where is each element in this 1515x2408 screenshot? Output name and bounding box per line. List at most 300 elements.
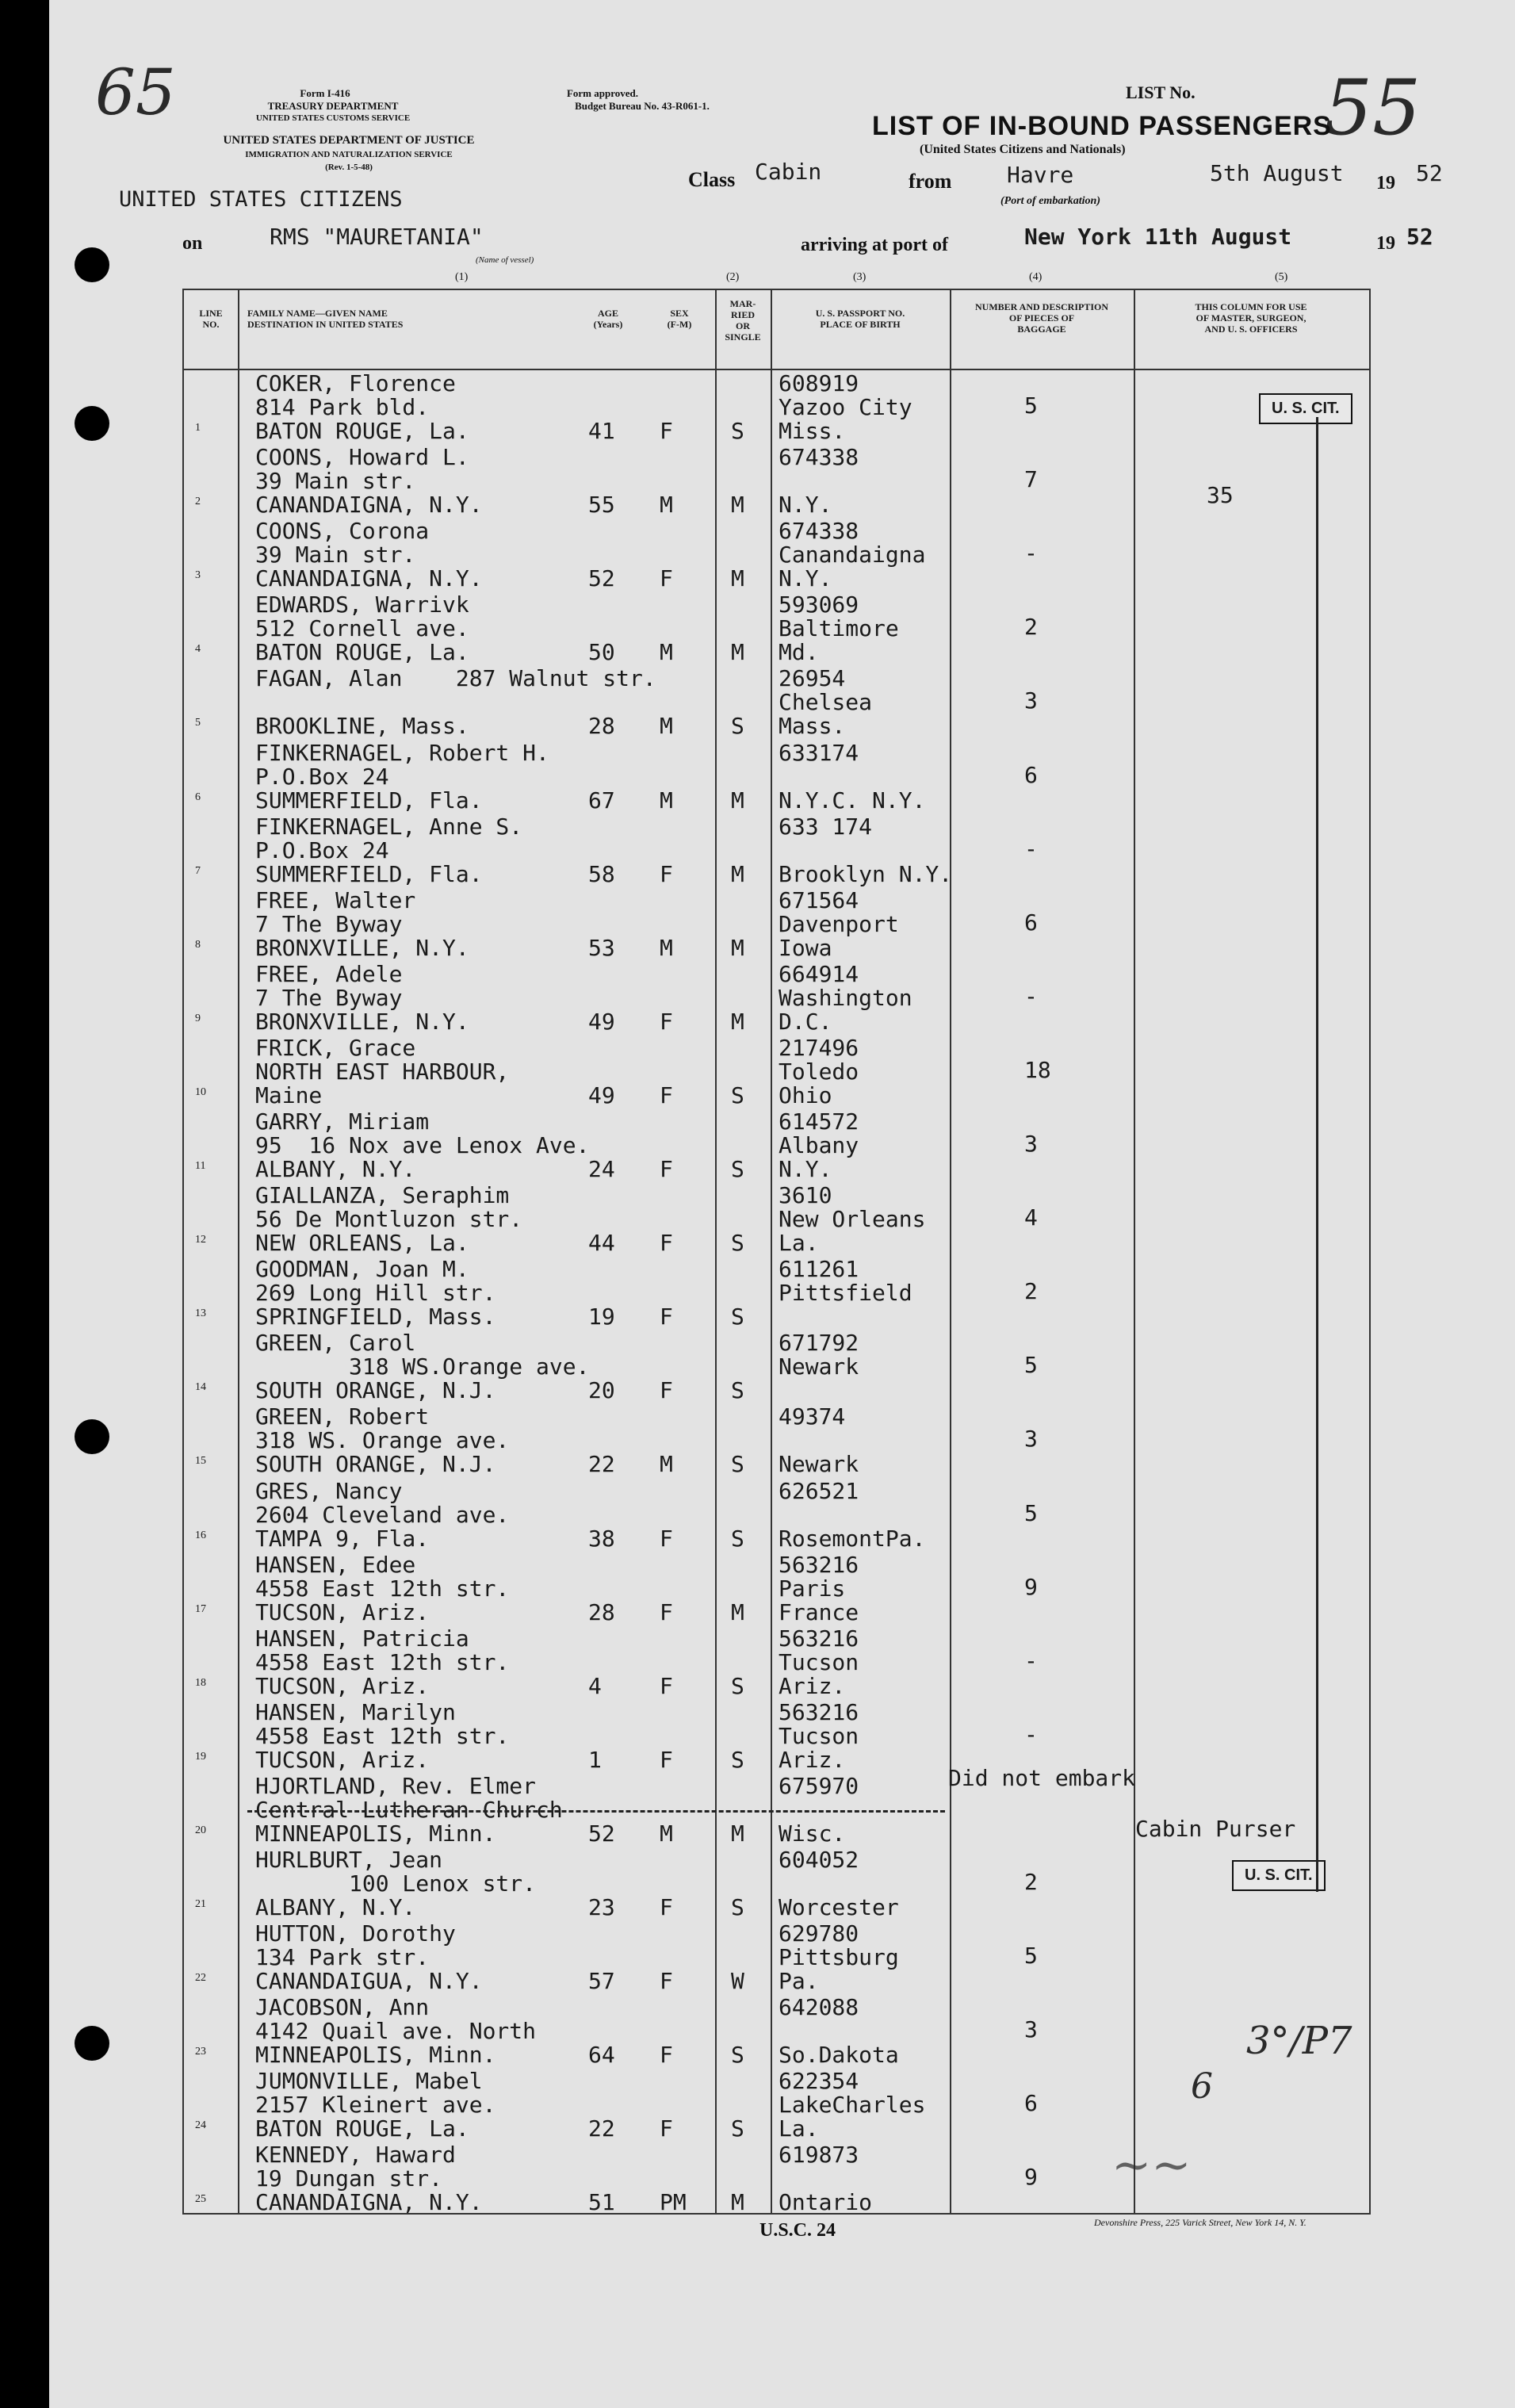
passenger-city: SOUTH ORANGE, N.J. [255,1377,496,1404]
passport-number: 619873 [779,2142,859,2169]
baggage-count: 7 [1024,466,1038,493]
passport-number: 614572 [779,1108,859,1135]
passenger-name: FINKERNAGEL, Anne S. [255,813,523,840]
passenger-name: JACOBSON, Ann [255,1994,430,2021]
birthplace-line-1: Pittsfield [779,1280,912,1307]
passenger-sex: F [660,1894,673,1920]
passport-number: 642088 [779,1994,859,2021]
port-label: (Port of embarkation) [1000,195,1100,207]
passport-number: 604052 [779,1847,859,1873]
line-number: 16 [195,1529,206,1541]
passenger-sex: M [660,934,673,961]
passenger-city: Maine [255,1081,323,1108]
passenger-address: 269 Long Hill str. [255,1280,496,1307]
embark-year: 52 [1416,160,1443,186]
birthplace-line-2: Ariz. [779,1746,846,1773]
passenger-age: 1 [588,1746,602,1773]
line-number: 15 [195,1455,206,1468]
table-row [184,666,1369,741]
birthplace-line-2: Newark [779,1451,859,1478]
passenger-age: 53 [588,934,615,961]
passenger-city: MINNEAPOLIS, Minn. [255,1820,496,1847]
table-row [184,1257,1369,1332]
passenger-name: GIALLANZA, Seraphim [255,1182,510,1209]
birthplace-line-2: Ontario [779,2189,873,2216]
marital-status: S [731,713,744,740]
passenger-sex: F [660,1525,673,1552]
passenger-sex: M [660,492,673,519]
passenger-city: BATON ROUGE, La. [255,639,469,666]
passenger-city: TUCSON, Ariz. [255,1746,430,1773]
table-row [184,519,1369,594]
passenger-city: ALBANY, N.Y. [255,1894,416,1920]
table-row [184,1995,1369,2070]
passenger-address: NORTH EAST HARBOUR, [255,1058,510,1085]
passenger-name: GOODMAN, Joan M. [255,1256,469,1283]
col-header-passport: U. S. PASSPORT NO. PLACE OF BIRTH [815,308,905,330]
marital-status: W [731,1968,744,1995]
table-row [184,1404,1369,1480]
document-subtitle: (United States Citizens and Nationals) [920,143,1126,156]
passenger-table [182,289,1371,2215]
passenger-sex: F [660,860,673,887]
birthplace-line-1: Albany [779,1132,859,1158]
baggage-count: 5 [1024,1943,1038,1970]
passenger-age: 55 [588,492,615,519]
line-number: 3 [195,569,201,582]
passenger-age: 44 [588,1230,615,1257]
birthplace-line-2: La. [779,2115,819,2142]
passenger-sex: M [660,639,673,666]
passenger-name: FREE, Walter [255,886,416,913]
birthplace-line-2: Pa. [779,1968,819,1995]
passenger-sex: F [660,2115,673,2142]
justice-dept: UNITED STATES DEPARTMENT OF JUSTICE [223,134,475,147]
passenger-name: FREE, Adele [255,960,403,987]
col-header-age: AGE (Years) [593,308,623,330]
passport-number: 633 174 [779,813,873,840]
passenger-age: 64 [588,2042,615,2069]
us-citizen-stamp: U. S. CIT. [1259,393,1352,424]
birthplace-line-2: Mass. [779,713,846,740]
table-row [184,1036,1369,1111]
passenger-sex: F [660,1230,673,1257]
birthplace-line-2: N.Y. [779,492,832,519]
passenger-city: CANANDAIGNA, N.Y. [255,2189,483,2216]
passenger-city: SPRINGFIELD, Mass. [255,1304,496,1330]
table-row [184,1626,1369,1702]
passenger-city: TAMPA 9, Fla. [255,1525,430,1552]
vessel-name: RMS "MAURETANIA" [270,224,484,250]
marital-status: M [731,2189,744,2216]
passenger-name: HANSEN, Edee [255,1551,416,1578]
passport-number: 622354 [779,2068,859,2095]
passenger-address: 814 Park bld. [255,394,430,420]
table-row [184,1700,1369,1775]
birthplace-line-2: La. [779,1230,819,1257]
col-header-officers: THIS COLUMN FOR USE OF MASTER, SURGEON, AND U. S. OFFICERS [1195,301,1307,335]
passport-number: 217496 [779,1034,859,1061]
table-row [184,445,1369,520]
baggage-count: 5 [1024,1352,1038,1379]
marital-status: M [731,787,744,814]
passenger-age: 19 [588,1304,615,1330]
birthplace-line-2: D.C. [779,1008,832,1035]
passenger-name: GREEN, Carol [255,1330,416,1357]
col-header-line: LINE NO. [199,308,223,330]
table-row [184,371,1369,446]
birthplace-line-2: Miss. [779,418,846,444]
col-header-sex: SEX (F-M) [667,308,692,330]
passenger-age: 52 [588,565,615,592]
col-header-name: FAMILY NAME—GIVEN NAME DESTINATION IN UNITED STATES [247,308,404,330]
cabin-purser-note: Cabin Purser [1135,1816,1296,1842]
passenger-city: NEW ORLEANS, La. [255,1230,469,1257]
passenger-age: 20 [588,1377,615,1404]
passenger-city: BRONXVILLE, N.Y. [255,934,469,961]
table-row [184,2142,1369,2218]
passenger-age: 49 [588,1008,615,1035]
marital-status: S [731,1081,744,1108]
passenger-name: HANSEN, Patricia [255,1625,469,1652]
line-number: 24 [195,2119,206,2132]
marital-status: S [731,1894,744,1920]
marital-status: M [731,1820,744,1847]
passenger-address: 7 The Byway [255,910,403,937]
passenger-address: 95 16 Nox ave Lenox Ave. [255,1132,590,1158]
birthplace-line-2: Iowa [779,934,832,961]
punch-hole [75,1419,109,1454]
birthplace-line-1: New Orleans [779,1206,926,1233]
passenger-name: GRES, Nancy [255,1477,403,1504]
marital-status: S [731,1672,744,1699]
baggage-count: 3 [1024,1131,1038,1157]
baggage-count: 4 [1024,1204,1038,1231]
marital-status: M [731,1008,744,1035]
marital-status: S [731,1156,744,1182]
embark-date: 5th August [1210,160,1344,186]
baggage-count: 9 [1024,2164,1038,2191]
ins-service: IMMIGRATION AND NATURALIZATION SERVICE [245,150,453,159]
baggage-count: 9 [1024,1573,1038,1600]
passenger-sex: F [660,2042,673,2069]
baggage-count: 5 [1024,1499,1038,1526]
baggage-count: 6 [1024,2090,1038,2117]
passport-number: 664914 [779,960,859,987]
baggage-count: 6 [1024,761,1038,788]
passenger-sex: F [660,418,673,444]
baggage-count: 6 [1024,909,1038,936]
passenger-address: 100 Lenox str. [255,1870,537,1897]
passport-number: 26954 [779,665,846,692]
passport-number: 3610 [779,1182,832,1209]
arrival-year-prefix: 19 [1376,233,1395,254]
birthplace-line-1: Pittsburg [779,1944,899,1971]
col-number-5: (5) [1275,271,1288,283]
passenger-city: CANANDAIGNA, N.Y. [255,565,483,592]
birthplace-line-1: Tucson [779,1722,859,1749]
line-number: 12 [195,1234,206,1246]
passenger-age: 50 [588,639,615,666]
passenger-name: GARRY, Miriam [255,1108,430,1135]
line-number: 17 [195,1602,206,1615]
passenger-city: BATON ROUGE, La. [255,2115,469,2142]
vertical-check-line [1316,417,1318,1892]
passenger-sex: F [660,1746,673,1773]
passenger-sex: F [660,1672,673,1699]
passenger-age: 22 [588,1451,615,1478]
passenger-name: HJORTLAND, Rev. Elmer [255,1772,537,1799]
baggage-count: - [1024,982,1038,1009]
form-number: Form I-416 [300,87,350,99]
passenger-address: 134 Park str. [255,1944,430,1971]
passport-number: 593069 [779,591,859,618]
passenger-address: 318 WS. Orange ave. [255,1427,510,1454]
passenger-city: BROOKLINE, Mass. [255,713,469,740]
birthplace-line-1: Baltimore [779,615,899,642]
passenger-name: HUTTON, Dorothy [255,1920,456,1947]
line-number: 4 [195,643,201,656]
printer-credit: Devonshire Press, 225 Varick Street, New York 14, N. Y. [1094,2217,1306,2228]
document-title: LIST OF IN-BOUND PASSENGERS [872,111,1332,141]
passport-number: 563216 [779,1625,859,1652]
budget-bureau: Budget Bureau No. 43-R061-1. [575,100,710,112]
passenger-age: 67 [588,787,615,814]
line-number: 21 [195,1898,206,1910]
passenger-address: 318 WS.Orange ave. [255,1353,590,1380]
table-row [184,1330,1369,1406]
passenger-sex: F [660,1156,673,1182]
birthplace-line-2: Ohio [779,1081,832,1108]
marital-status: M [731,1598,744,1625]
passenger-address: 4558 East 12th str. [255,1575,510,1602]
passenger-sex: F [660,1377,673,1404]
line-number: 6 [195,791,201,803]
baggage-count: 2 [1024,1278,1038,1305]
passenger-address: 39 Main str. [255,468,416,495]
baggage-count: 3 [1024,1426,1038,1453]
baggage-count: - [1024,540,1038,567]
passport-number: 629780 [779,1920,859,1947]
baggage-count: 3 [1024,2016,1038,2043]
treasury-dept: TREASURY DEPARTMENT [267,100,399,112]
table-row [184,1552,1369,1628]
officer-note: 35 [1207,482,1234,508]
passenger-city: SOUTH ORANGE, N.J. [255,1451,496,1478]
passenger-city: ALBANY, N.Y. [255,1156,416,1182]
passenger-sex: F [660,1598,673,1625]
passenger-name: EDWARDS, Warrivk [255,591,469,618]
passport-number: 675970 [779,1772,859,1799]
passenger-sex: M [660,713,673,740]
birthplace-line-1: Toledo [779,1058,859,1085]
passenger-age: 24 [588,1156,615,1182]
list-no-label: LIST No. [1126,82,1196,102]
birthplace-line-1: LakeCharles [779,2092,926,2119]
passenger-city: CANANDAIGNA, N.Y. [255,492,483,519]
table-row [184,1479,1369,1554]
line-number: 20 [195,1824,206,1836]
marital-status: S [731,1451,744,1478]
passenger-address: P.O.Box 24 [255,763,389,790]
col-header-baggage: NUMBER AND DESCRIPTION OF PIECES OF BAGGAGE [974,301,1109,335]
line-number: 2 [195,496,201,508]
passenger-address: 512 Cornell ave. [255,615,469,642]
birthplace-line-1: Chelsea [779,689,873,716]
passenger-city: TUCSON, Ariz. [255,1672,430,1699]
passenger-name: GREEN, Robert [255,1403,430,1430]
col-number-2: (2) [726,271,740,283]
passenger-address: P.O.Box 24 [255,836,389,863]
passport-number: 674338 [779,444,859,471]
baggage-count: 5 [1024,392,1038,419]
line-number: 19 [195,1750,206,1763]
baggage-count: 2 [1024,614,1038,641]
table-row [184,1183,1369,1258]
passenger-name: HANSEN, Marilyn [255,1698,456,1725]
col-header-married: MAR- RIED OR SINGLE [725,298,761,343]
birthplace-line-1: Paris [779,1575,846,1602]
passport-number: 49374 [779,1403,846,1430]
birthplace-line-1: Newark [779,1353,859,1380]
us-citizen-stamp-2: U. S. CIT. [1232,1860,1326,1891]
passport-number: 626521 [779,1477,859,1504]
handwritten-note-1: 3°/P7 [1246,2019,1352,2063]
punch-hole [75,247,109,282]
marital-status: M [731,860,744,887]
table-row [184,592,1369,668]
table-row [184,814,1369,890]
passport-number: 633174 [779,739,859,766]
customs-service: UNITED STATES CUSTOMS SERVICE [255,113,411,123]
birthplace-line-2: Wisc. [779,1820,846,1847]
marital-status: M [731,492,744,519]
passenger-address: 2157 Kleinert ave. [255,2092,496,2119]
line-number: 18 [195,1676,206,1689]
punch-hole [75,406,109,441]
col-number-4: (4) [1029,271,1043,283]
birthplace-line-2: N.Y. [779,565,832,592]
passport-number: 563216 [779,1698,859,1725]
table-row [184,1921,1369,1996]
citizens-heading: UNITED STATES CITIZENS [119,187,403,212]
baggage-count: - [1024,1647,1038,1674]
passenger-sex: PM [660,2189,687,2216]
birthplace-line-2: Brooklyn N.Y. [779,860,953,887]
marital-status: S [731,2115,744,2142]
punch-hole [75,2026,109,2061]
passenger-address: 7 The Byway [255,984,403,1011]
birthplace-line-2: Md. [779,639,819,666]
passenger-name: HURLBURT, Jean [255,1847,443,1873]
line-number: 22 [195,1972,206,1985]
arrival-port-date: New York 11th August [1024,224,1292,250]
from-label: from [909,170,952,193]
passenger-sex: M [660,1451,673,1478]
passport-number: 671792 [779,1330,859,1357]
passenger-address: 39 Main str. [255,542,416,569]
from-value: Havre [1007,162,1074,188]
baggage-count: - [1024,1721,1038,1748]
birthplace-line-1: Washington [779,984,912,1011]
passport-number: 671564 [779,886,859,913]
line-number: 9 [195,1012,201,1024]
birthplace-line-2: Ariz. [779,1672,846,1699]
footer-code: U.S.C. 24 [759,2220,836,2241]
passenger-name: FINKERNAGEL, Robert H. [255,739,549,766]
strike-through-line [247,1810,945,1814]
passenger-sex: F [660,1968,673,1995]
arriving-label: arriving at port of [801,235,948,255]
birthplace-line-2: N.Y. [779,1156,832,1182]
table-row [184,1109,1369,1185]
arrival-year: 52 [1406,224,1433,250]
birthplace-line-1: Tucson [779,1648,859,1675]
year-prefix: 19 [1376,173,1395,193]
marital-status: S [731,2042,744,2069]
passport-number: 563216 [779,1551,859,1578]
passenger-age: 38 [588,1525,615,1552]
passenger-city: MINNEAPOLIS, Minn. [255,2042,496,2069]
passenger-sex: M [660,787,673,814]
passenger-address: 4558 East 12th str. [255,1648,510,1675]
marital-status: S [731,1377,744,1404]
passenger-sex: F [660,1008,673,1035]
corner-mark-left: 65 [95,56,176,129]
line-number: 13 [195,1307,206,1320]
baggage-count: - [1024,835,1038,862]
passenger-name: KENNEDY, Haward [255,2142,456,2169]
class-value: Cabin [755,159,822,185]
line-number: 10 [195,1085,206,1098]
passenger-age: 28 [588,1598,615,1625]
passenger-age: 4 [588,1672,602,1699]
passenger-address: 4558 East 12th str. [255,1722,510,1749]
passenger-sex: F [660,565,673,592]
passport-number: 674338 [779,518,859,545]
passenger-address: 2604 Cleveland ave. [255,1501,510,1528]
passenger-city: BRONXVILLE, N.Y. [255,1008,469,1035]
marital-status: S [731,1525,744,1552]
table-row [184,962,1369,1037]
birthplace-line-1: Canandaigna [779,542,926,569]
passenger-city: CANANDAIGUA, N.Y. [255,1968,483,1995]
passenger-age: 52 [588,1820,615,1847]
line-number: 5 [195,717,201,729]
passenger-city: BATON ROUGE, La. [255,418,469,444]
on-label: on [182,233,203,254]
marital-status: M [731,565,744,592]
marital-status: M [731,639,744,666]
table-row [184,888,1369,963]
line-number: 25 [195,2193,206,2206]
line-number: 1 [195,422,201,434]
baggage-count: 2 [1024,1869,1038,1895]
birthplace-line-1: Yazoo City [779,394,912,420]
did-not-embark-note: Did not embark [948,1765,1136,1791]
officer-signature: ~~ [1111,2138,1192,2193]
col-number-1: (1) [455,271,469,283]
baggage-count: 18 [1024,1056,1051,1083]
marital-status: S [731,418,744,444]
baggage-count: 3 [1024,687,1038,714]
table-row [184,741,1369,816]
marital-status: M [731,934,744,961]
passenger-name: JUMONVILLE, Mabel [255,2068,483,2095]
line-number: 14 [195,1381,206,1394]
passenger-age: 22 [588,2115,615,2142]
birthplace-line-2: RosemontPa. [779,1525,926,1552]
